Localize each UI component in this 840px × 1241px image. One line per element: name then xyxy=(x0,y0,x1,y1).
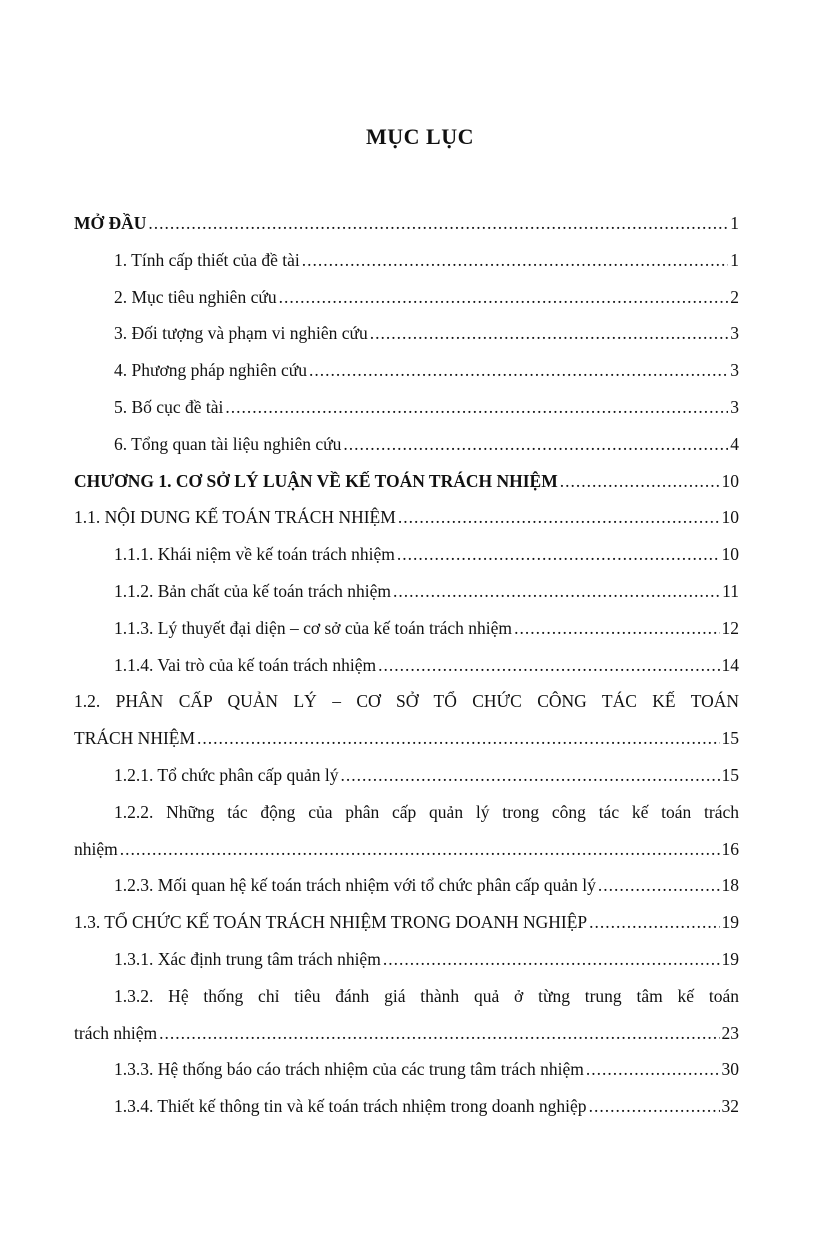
toc-entry-label: 1.3.3. Hệ thống báo cáo trách nhiệm của các trung tâm trách nhiệm xyxy=(114,1059,584,1080)
toc-entry xyxy=(74,941,739,978)
toc-entry-label: 1.2.3. Mối quan hệ kế toán trách nhiệm với tổ chức phân cấp quản lý xyxy=(114,875,596,896)
toc-entry-section xyxy=(74,904,739,941)
toc-entry-page: 15 xyxy=(721,764,739,785)
toc-entry xyxy=(74,426,739,463)
toc-entry-line1: 1.3.2. Hệ thống chỉ tiêu đánh giá thành quả ở từng trung tâm kế toán xyxy=(114,985,739,1006)
leader-dots xyxy=(383,941,720,978)
toc-entry-label: TRÁCH NHIỆM xyxy=(74,728,196,749)
toc-entry-page: 18 xyxy=(721,875,739,896)
leader-dots xyxy=(197,720,719,757)
toc-entry xyxy=(74,352,739,389)
toc-entry-label: 5. Bố cục đề tài xyxy=(114,396,224,417)
leader-dots xyxy=(589,904,719,941)
toc-entry-label: 1.1.1. Khái niệm về kế toán trách nhiệm xyxy=(114,544,395,565)
toc-entry xyxy=(74,1015,739,1052)
toc-entry-page: 14 xyxy=(721,654,739,675)
toc-entry-label: 4. Phương pháp nghiên cứu xyxy=(114,360,307,381)
toc-entry xyxy=(74,867,739,904)
leader-dots xyxy=(279,279,729,316)
toc-entry-section xyxy=(74,720,739,757)
toc-entry-label: MỞ ĐẦU xyxy=(74,213,147,233)
toc-entry-label: 1.3.4. Thiết kế thông tin và kế toán trách nhiệm trong doanh nghiệp xyxy=(114,1096,587,1117)
toc-entry xyxy=(74,1051,739,1088)
toc-entry-page: 19 xyxy=(721,912,739,933)
toc-entry xyxy=(74,610,739,647)
toc-title: MỤC LỤC xyxy=(366,124,474,149)
toc-entry-label: 1.2.1. Tổ chức phân cấp quản lý xyxy=(114,764,339,785)
toc-entry-label: 3. Đối tượng và phạm vi nghiên cứu xyxy=(114,323,368,344)
toc-entry-label: 1.1.4. Vai trò của kế toán trách nhiệm xyxy=(114,654,377,675)
toc-entry xyxy=(74,647,739,684)
toc-entry-page: 10 xyxy=(721,544,739,565)
leader-dots xyxy=(598,867,720,904)
toc-entry-page: 16 xyxy=(721,838,739,859)
toc-entry xyxy=(74,831,739,868)
toc-entry-page: 4 xyxy=(730,433,739,454)
toc-entry-section-line1: 1.2. PHÂN CẤP QUẢN LÝ – CƠ SỞ TỔ CHỨC CÔNG TÁC KẾ TOÁN xyxy=(74,691,739,712)
toc-entry xyxy=(74,279,739,316)
toc-entry-page: 10 xyxy=(721,507,739,528)
toc-entry-label: 2. Mục tiêu nghiên cứu xyxy=(114,286,277,307)
leader-dots xyxy=(586,1051,720,1088)
toc-entry-page: 12 xyxy=(721,617,739,638)
leader-dots xyxy=(560,463,720,500)
toc-entry-label: trách nhiệm xyxy=(74,1022,158,1043)
toc-entry-label: 1.3.1. Xác định trung tâm trách nhiệm xyxy=(114,948,381,969)
toc-entry xyxy=(74,536,739,573)
leader-dots xyxy=(159,1015,719,1052)
toc-entry-page: 1 xyxy=(730,249,739,270)
toc-entry-page: 19 xyxy=(721,948,739,969)
leader-dots xyxy=(343,426,728,463)
leader-dots xyxy=(148,205,728,242)
toc-entry-page: 30 xyxy=(721,1059,739,1080)
toc-entry-page: 23 xyxy=(721,1022,739,1043)
leader-dots xyxy=(589,1088,720,1125)
leader-dots xyxy=(309,352,728,389)
toc-entry-label: 1.1. NỘI DUNG KẾ TOÁN TRÁCH NHIỆM xyxy=(74,507,396,528)
toc-entry-label: 6. Tổng quan tài liệu nghiên cứu xyxy=(114,433,342,454)
toc-entry-page: 2 xyxy=(730,286,739,307)
leader-dots xyxy=(225,389,728,426)
toc-entry-chapter xyxy=(74,463,739,500)
toc-entry-page: 11 xyxy=(722,580,739,601)
toc-entry-line1: 1.2.2. Những tác động của phân cấp quản lý trong công tác kế toán trách xyxy=(114,801,739,822)
toc-entry xyxy=(74,315,739,352)
toc-entry-page: 32 xyxy=(721,1096,739,1117)
leader-dots xyxy=(370,315,729,352)
toc-entry xyxy=(74,573,739,610)
toc-entry-label: 1. Tính cấp thiết của đề tài xyxy=(114,249,300,270)
toc-entry-section xyxy=(74,499,739,536)
toc-entry-page: 3 xyxy=(730,360,739,381)
toc-entry xyxy=(74,1088,739,1125)
toc-entry-label: 1.1.2. Bản chất của kế toán trách nhiệm xyxy=(114,580,391,601)
toc-entry-page: 1 xyxy=(730,213,739,233)
toc-entry-label: 1.1.3. Lý thuyết đại diện – cơ sở của kế toán trách nhiệm xyxy=(114,617,513,638)
toc-entry-page: 15 xyxy=(721,728,739,749)
leader-dots xyxy=(398,499,720,536)
toc-entry-page: 10 xyxy=(721,470,739,491)
toc-entry xyxy=(74,389,739,426)
toc-entry xyxy=(74,757,739,794)
toc-entry-label: 1.3. TỔ CHỨC KẾ TOÁN TRÁCH NHIỆM TRONG DOANH NGHIỆP xyxy=(74,912,588,933)
table-of-contents xyxy=(74,205,739,1125)
leader-dots xyxy=(120,831,720,868)
toc-entry-label: CHƯƠNG 1. CƠ SỞ LÝ LUẬN VỀ KẾ TOÁN TRÁCH NHIỆM xyxy=(74,470,558,491)
leader-dots xyxy=(378,647,719,684)
leader-dots xyxy=(397,536,720,573)
toc-entry-page: 3 xyxy=(730,323,739,344)
leader-dots xyxy=(514,610,719,647)
leader-dots xyxy=(340,757,719,794)
toc-entry-page: 3 xyxy=(730,396,739,417)
toc-entry xyxy=(74,205,739,242)
leader-dots xyxy=(302,242,728,279)
leader-dots xyxy=(393,573,720,610)
toc-entry-label: nhiệm xyxy=(74,838,118,859)
toc-entry xyxy=(74,242,739,279)
